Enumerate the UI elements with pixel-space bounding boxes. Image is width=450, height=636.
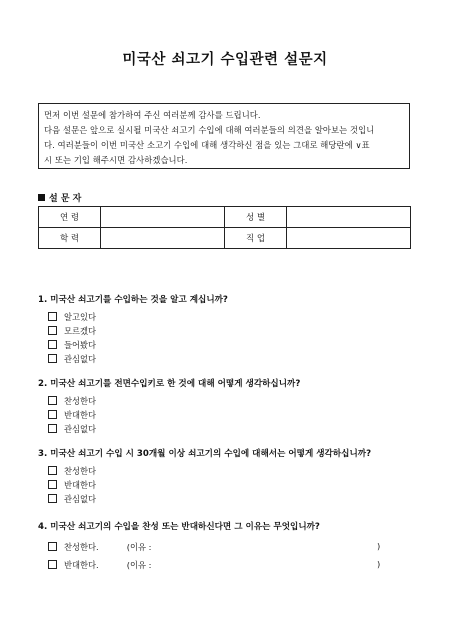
intro-line: 다음 설문은 앞으로 실시될 미국산 쇠고기 수입에 대해 여러분들의 의견을 알아보는 것입니 [44, 125, 375, 135]
option-label: 찬성한다. [64, 542, 99, 552]
age-field[interactable] [101, 207, 225, 228]
q1-option[interactable] [48, 353, 96, 365]
option-label: 찬성한다 [64, 466, 97, 476]
question-2: 2. 미국산 쇠고기를 전면수입키로 한 것에 대해 어떻게 생각하십니까? [38, 379, 301, 389]
q4-option[interactable] [48, 559, 151, 571]
checkbox-icon[interactable] [48, 312, 57, 321]
gender-field[interactable] [287, 207, 411, 228]
respondent-table [38, 206, 411, 249]
q2-option[interactable] [48, 409, 96, 421]
option-label: 반대한다 [64, 480, 97, 490]
option-label: 알고있다 [64, 312, 97, 322]
intro-line: 다. 여러분들이 이번 미국산 소고기 수입에 대해 생각하신 점을 있는 그대로 해당란에 ∨표 [44, 140, 370, 150]
option-label: 모르겠다 [64, 326, 97, 336]
intro-box [38, 103, 410, 169]
intro-line: 시 또는 기입 해주시면 감사하겠습니다. [44, 155, 188, 165]
q1-option[interactable] [48, 325, 96, 337]
option-label: 관심없다 [64, 424, 97, 434]
education-field[interactable] [101, 228, 225, 249]
checkbox-icon[interactable] [48, 542, 57, 551]
reason-close: ) [377, 541, 381, 551]
question-4: 4. 미국산 쇠고기의 수입을 찬성 또는 반대하신다면 그 이유는 무엇입니까? [38, 522, 320, 532]
age-label: 연 령 [39, 207, 101, 228]
q1-option[interactable] [48, 311, 96, 323]
checkbox-icon[interactable] [48, 340, 57, 349]
option-label: 관심없다 [64, 494, 97, 504]
checkbox-icon[interactable] [48, 466, 57, 475]
square-bullet-icon [38, 194, 45, 201]
q2-option[interactable] [48, 395, 96, 407]
q4-option[interactable] [48, 541, 151, 553]
job-field[interactable] [287, 228, 411, 249]
q1-option[interactable] [48, 339, 96, 351]
checkbox-icon[interactable] [48, 560, 57, 569]
respondent-heading [38, 191, 81, 204]
reason-label: (이유 : [126, 542, 152, 552]
checkbox-icon[interactable] [48, 480, 57, 489]
checkbox-icon[interactable] [48, 494, 57, 503]
option-label: 관심없다 [64, 354, 97, 364]
gender-label: 성 별 [225, 207, 287, 228]
option-label: 반대한다 [64, 410, 97, 420]
checkbox-icon[interactable] [48, 424, 57, 433]
intro-line: 먼저 이번 설문에 참가하여 주신 여러분께 감사를 드립니다. [44, 110, 261, 120]
reason-label: (이유 : [126, 560, 152, 570]
option-label: 들어봤다 [64, 340, 97, 350]
document-title: 미국산 쇠고기 수입관련 설문지 [122, 51, 328, 68]
q3-option[interactable] [48, 493, 96, 505]
respondent-heading-label: 설 문 자 [49, 194, 82, 204]
question-3: 3. 미국산 쇠고기 수입 시 30개월 이상 쇠고기의 수입에 대해서는 어떻게 생각하십니까? [38, 449, 372, 459]
q3-option[interactable] [48, 479, 96, 491]
checkbox-icon[interactable] [48, 326, 57, 335]
question-1: 1. 미국산 쇠고기를 수입하는 것을 알고 계십니까? [38, 295, 228, 305]
checkbox-icon[interactable] [48, 354, 57, 363]
checkbox-icon[interactable] [48, 410, 57, 419]
education-label: 학 력 [39, 228, 101, 249]
q3-option[interactable] [48, 465, 96, 477]
reason-close: ) [377, 559, 381, 569]
table-row [39, 207, 411, 228]
table-row [39, 228, 411, 249]
option-label: 반대한다. [64, 560, 99, 570]
q2-option[interactable] [48, 423, 96, 435]
checkbox-icon[interactable] [48, 396, 57, 405]
option-label: 찬성한다 [64, 396, 97, 406]
job-label: 직 업 [225, 228, 287, 249]
